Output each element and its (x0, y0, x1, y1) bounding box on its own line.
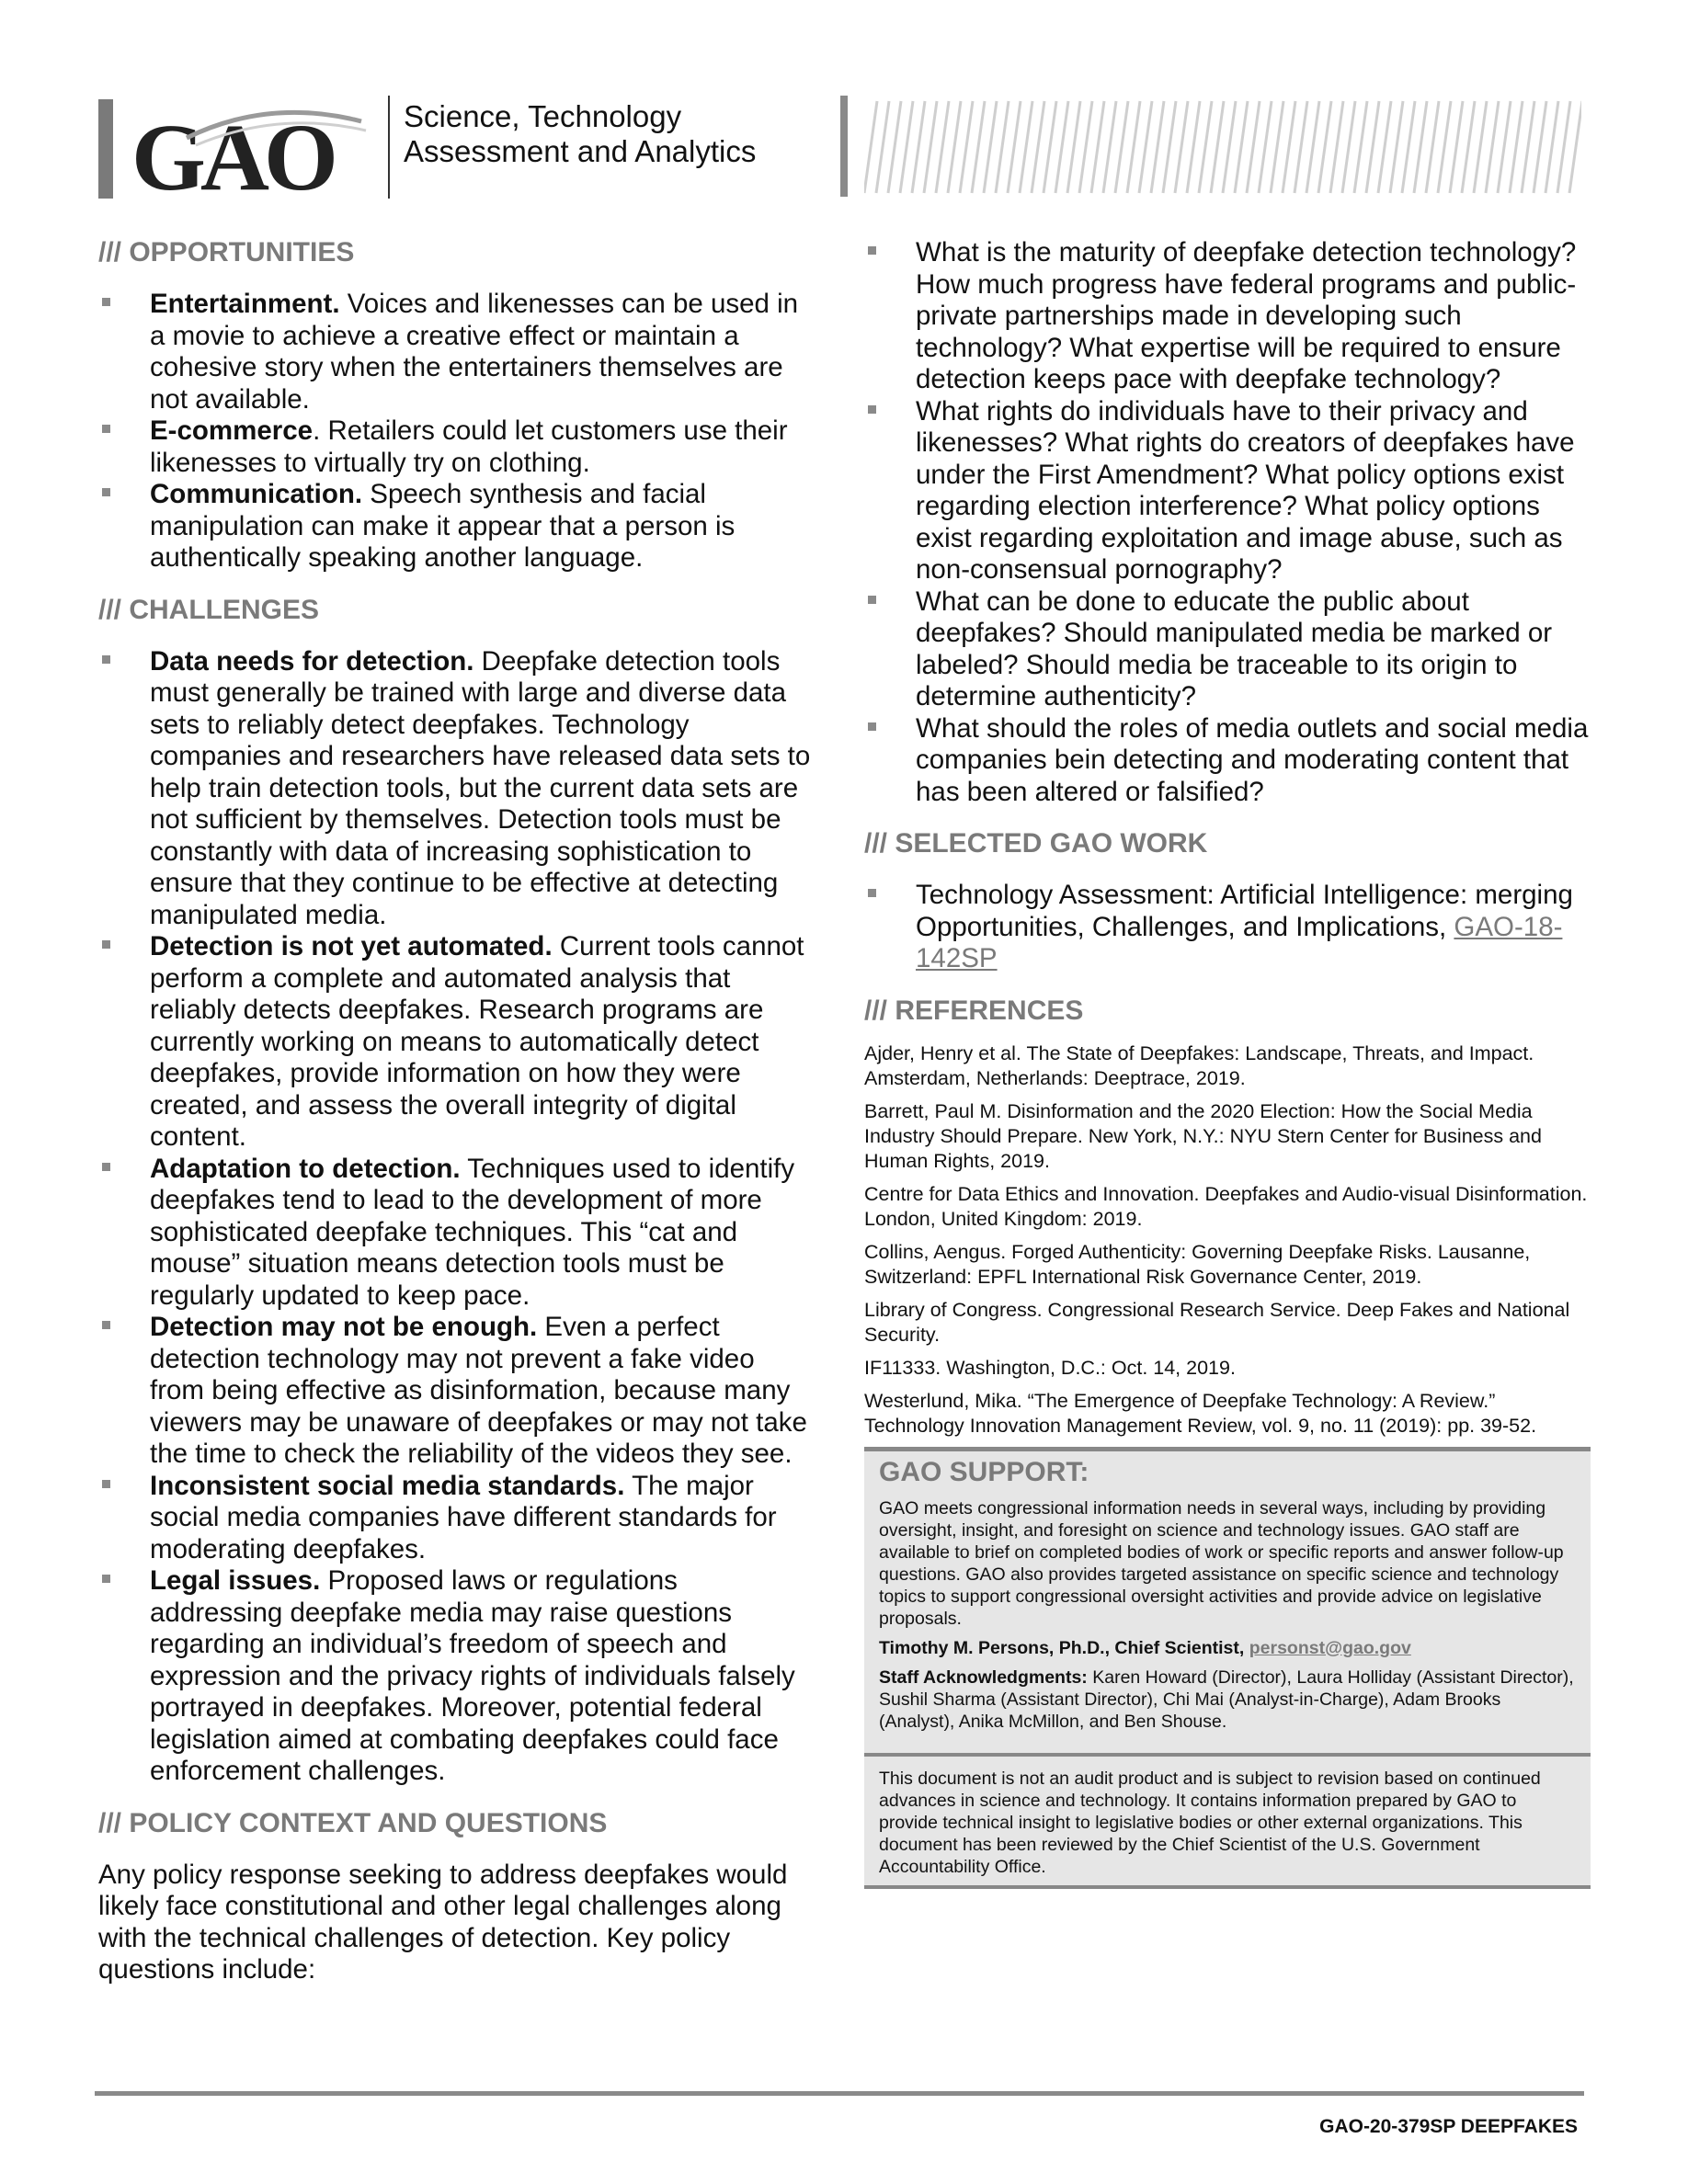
bullet-square-icon (102, 1480, 110, 1488)
selected-work-list (864, 880, 1591, 975)
item-title: Adaptation to detection. (150, 1153, 461, 1184)
item-title: Data needs for detection. (150, 645, 474, 677)
opportunities-heading: /// OPPORTUNITIES (98, 237, 355, 267)
item-text: Proposed laws or regulations addressing deepfake media may raise questions regarding an individual’s freedom of speech and expression and the privacy rights of individuals falsely portrayed in deepfakes. Moreover, potential federal legislation aimed at combating deepfakes could face enforcement challenges. (150, 1565, 795, 1786)
item-text: Deepfake detection tools must generally be trained with large and diverse data sets to reliably detect deepfakes. Technology companies and researchers have released data sets to help train detection tools, but the current data sets are not sufficient by themselves. Detection tools must be constantly with data of increasing sophistication to ensure that they continue to be effective at detecting manipulated media. (150, 645, 811, 930)
list-item (98, 1312, 815, 1471)
disclaimer-text: This document is not an audit product and is subject to revision based on continued advances in science and technology. It contains information prepared by GAO to provide technical insight to legislative bodies or other external organizations. This document has been reviewed by the Chief Scientist of the U.S. Government Accountability Office. (879, 1768, 1541, 1877)
item-title: Entertainment. (150, 289, 340, 319)
hatch-pattern (864, 99, 1581, 195)
reference-item: Library of Congress. Congressional Research Service. Deep Fakes and National Security. (864, 1298, 1570, 1346)
bullet-square-icon (102, 298, 110, 306)
references-list (864, 1041, 1591, 1439)
reference-item: Centre for Data Ethics and Innovation. Deepfakes and Audio-visual Disinformation. London, United Kingdom: 2019. (864, 1182, 1588, 1230)
hatch-accent-bar (840, 96, 848, 197)
gao-report-link[interactable]: GAO-18-142SP (916, 911, 1563, 973)
item-text: Speech synthesis and facial manipulation can make it appear that a person is authentically speaking another language. (150, 479, 736, 573)
item-text: What should the roles of media outlets and social media companies bein detecting and moderating content that has been altered or falsified? (916, 712, 1589, 807)
list-item (98, 415, 815, 479)
item-text: Techniques used to identify deepfakes tend to lead to the development of more sophisticated deepfake techniques. This “cat and mouse” situation means detection tools must be regularly updated to keep pace. (150, 1153, 795, 1311)
unit-name-line2: Assessment and Analytics (404, 134, 757, 168)
right-column (864, 237, 1591, 1889)
challenges-list (98, 646, 815, 1788)
header-divider (388, 96, 390, 199)
page-header (98, 96, 1569, 206)
bullet-square-icon (102, 1163, 110, 1171)
reference-item: Collins, Aengus. Forged Authenticity: Governing Deepfake Risks. Lausanne, Switzerland: EPFL International Risk Governance Center, 2019. (864, 1240, 1531, 1288)
list-item (864, 713, 1591, 809)
list-item (864, 586, 1591, 713)
staff-acknowledgments (879, 1666, 1576, 1733)
staff-label: Staff Acknowledgments: (879, 1666, 1088, 1688)
list-item (98, 931, 815, 1154)
item-title: Detection may not be enough. (150, 1312, 538, 1342)
bullet-square-icon (102, 425, 110, 433)
references-heading: /// REFERENCES (864, 995, 1084, 1026)
list-item (98, 479, 815, 574)
challenges-heading: /// CHALLENGES (98, 594, 320, 625)
bullet-square-icon (868, 246, 876, 255)
item-text: What can be done to educate the public about deepfakes? Should manipulated media be marked or labeled? Should media be traceable to its origin to determine authenticity? (916, 586, 1553, 711)
item-title: E-commerce (150, 415, 314, 446)
item-text: Current tools cannot perform a complete and automated analysis that reliably detects deepfakes. Research programs are currently working on means to automatically detect deepfakes, provide information on how they were created, and assess the overall integrity of digital content. (150, 931, 804, 1152)
bullet-square-icon (102, 488, 110, 496)
list-item (98, 1154, 815, 1313)
bullet-square-icon (102, 655, 110, 664)
list-item (98, 1471, 815, 1566)
gao-logo-text: GAO (131, 105, 333, 202)
bullet-square-icon (868, 889, 876, 897)
item-text: Even a perfect detection technology may not prevent a fake video from being effective as disinformation, because many viewers may be unaware of deepfakes or may not take the time to check the reliability of the videos they see. (150, 1312, 807, 1469)
list-item (98, 646, 815, 932)
footer-label: GAO-20-379SP DEEPFAKES (1319, 2116, 1578, 2137)
policy-intro: Any policy response seeking to address deepfakes would likely face constitutional and other legal challenges along with the technical challenges of detection. Key policy questions include: (98, 1859, 788, 1985)
gao-support-box (864, 1447, 1591, 1753)
support-contact (879, 1637, 1576, 1659)
item-title: Communication. (150, 479, 363, 509)
logo-accent-bar (98, 99, 113, 199)
item-text: What is the maturity of deepfake detection technology? How much progress have federal programs and public-private partnerships made in developing such technology? What expertise will be required to ensure detection keeps pace with deepfake technology? (916, 237, 1577, 394)
reference-item: Ajder, Henry et al. The State of Deepfakes: Landscape, Threats, and Impact. Amsterdam, Netherlands: Deeptrace, 2019. (864, 1041, 1534, 1089)
left-column (98, 237, 815, 1986)
item-title: Detection is not yet automated. (150, 931, 553, 961)
selected-work-heading: /// SELECTED GAO WORK (864, 828, 1208, 859)
unit-name (404, 99, 756, 169)
item-text: What rights do individuals have to their privacy and likenesses? What rights do creators of deepfakes have under the First Amendment? What policy options exist regarding election interference? What policy options exist regarding exploitation and image abuse, such as non-consensual pornography? (916, 395, 1575, 585)
bullet-square-icon (102, 1575, 110, 1583)
list-item (864, 237, 1591, 396)
reference-item: IF11333. Washington, D.C.: Oct. 14, 2019. (864, 1356, 1236, 1379)
policy-questions-list (864, 237, 1591, 808)
item-text: . Retailers could let customers use their likenesses to virtually try on clothing. (150, 415, 788, 478)
item-text: The major social media companies have different standards for moderating deepfakes. (150, 1470, 777, 1564)
bullet-square-icon (102, 1321, 110, 1329)
footer-rule (95, 2091, 1584, 2096)
reference-item: Barrett, Paul M. Disinformation and the 2020 Election: How the Social Media Industry Should Prepare. New York, N.Y.: NYU Stern Center for Business and Human Rights, 2019. (864, 1099, 1542, 1172)
contact-email-link[interactable]: personst@gao.gov (1249, 1637, 1411, 1658)
list-item (98, 289, 815, 415)
item-text: Technology Assessment: Artificial Intelligence: merging Opportunities, Challenges, and Implications, (916, 880, 1573, 942)
list-item (864, 396, 1591, 586)
item-text: Voices and likenesses can be used in a movie to achieve a creative effect or maintain a cohesive story when the entertainers themselves are not available. (150, 289, 799, 415)
bullet-square-icon (868, 405, 876, 414)
unit-name-line1: Science, Technology (404, 99, 682, 133)
opportunities-list (98, 289, 815, 574)
contact-name: Timothy M. Persons, Ph.D., Chief Scientist, (879, 1637, 1249, 1658)
staff-text: Karen Howard (Director), Laura Holliday (Assistant Director), Sushil Sharma (Assistant Director), Chi Mai (Analyst-in-Charge), Adam Brooks (Analyst), Anika McMillon, and Ben Shouse. (879, 1666, 1574, 1732)
support-heading: GAO SUPPORT: (879, 1456, 1089, 1487)
disclaimer-box (864, 1753, 1591, 1889)
list-item (864, 880, 1591, 975)
list-item (98, 1565, 815, 1788)
item-title: Inconsistent social media standards. (150, 1470, 625, 1501)
support-body: GAO meets congressional information needs in several ways, including by providing oversight, insight, and foresight on science and technology issues. GAO staff are available to brief on completed bodies of work or specific reports and answer follow-up questions. GAO also provides targeted assistance on specific science and technology topics to support congressional oversight activities and provide advice on legislative proposals. (879, 1497, 1564, 1629)
reference-item: Westerlund, Mika. “The Emergence of Deepfake Technology: A Review.” Technology Innovation Management Review, vol. 9, no. 11 (2019): pp. 39-52. (864, 1389, 1537, 1437)
bullet-square-icon (868, 596, 876, 604)
bullet-square-icon (868, 722, 876, 731)
bullet-square-icon (102, 940, 110, 949)
item-title: Legal issues. (150, 1565, 321, 1596)
policy-heading: /// POLICY CONTEXT AND QUESTIONS (98, 1807, 608, 1838)
